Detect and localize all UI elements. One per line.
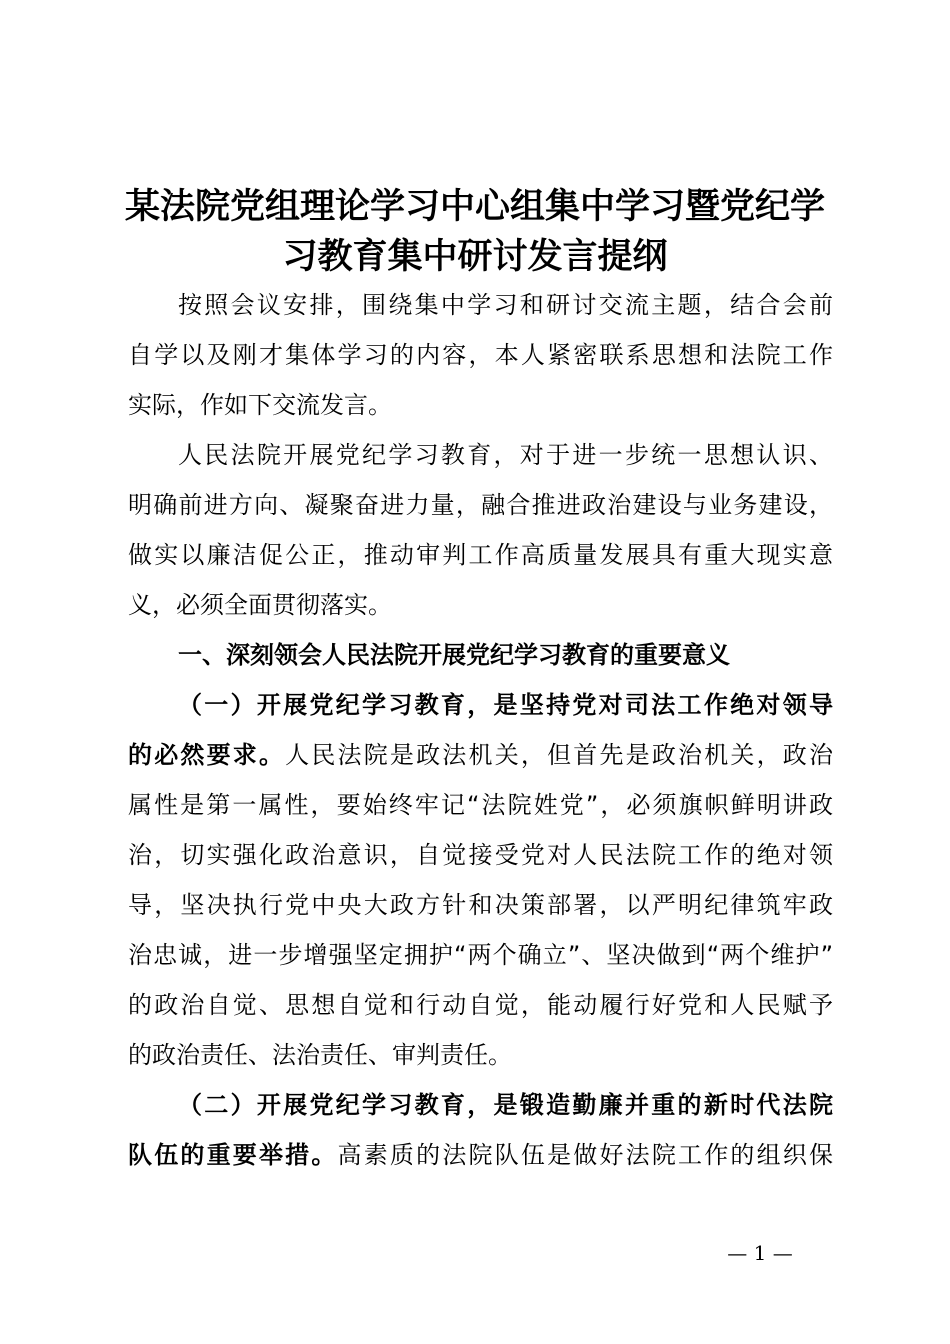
subsection-2-heading: （二）开展党纪学习教育，是锻造勤廉并重的新时代法院 (178, 1091, 833, 1119)
section-heading-1: 一、深刻领会人民法院开展党纪学习教育的重要意义 (178, 641, 730, 669)
subsection-1-line-3: 属性是第一属性，要始终牢记“法院姓党”，必须旗帜鲜明讲政 (128, 791, 833, 819)
subsection-1-heading-end: 的必然要求。 (128, 741, 286, 769)
paragraph-2-line-4: 义，必须全面贯彻落实。 (128, 591, 392, 619)
subsection-2-text-start: 高素质的法院队伍是做好法院工作的组织保 (337, 1141, 834, 1169)
page-number: — 1 — (727, 1241, 793, 1265)
paragraph-2-line-3: 做实以廉洁促公正，推动审判工作高质量发展具有重大现实意 (128, 541, 833, 569)
subsection-1-heading: （一）开展党纪学习教育，是坚持党对司法工作绝对领导 (178, 691, 833, 719)
subsection-1-line-4: 治，切实强化政治意识，自觉接受党对人民法院工作的绝对领 (128, 841, 833, 869)
subsection-1-text-start: 人民法院是政法机关，但首先是政治机关，政治 (285, 741, 834, 769)
paragraph-2-line-2: 明确前进方向、凝聚奋进力量，融合推进政治建设与业务建设， (128, 491, 833, 519)
paragraph-2-line-1: 人民法院开展党纪学习教育，对于进一步统一思想认识、 (178, 441, 833, 469)
paragraph-1-line-2: 自学以及刚才集体学习的内容，本人紧密联系思想和法院工作 (128, 341, 833, 369)
subsection-1-line-7: 的政治自觉、思想自觉和行动自觉，能动履行好党和人民赋予 (128, 991, 833, 1019)
subsection-2-line-2 (128, 1130, 833, 1180)
paragraph-1-line-3: 实际，作如下交流发言。 (128, 391, 392, 419)
paragraph-1-line-1: 按照会议安排，围绕集中学习和研讨交流主题，结合会前 (178, 291, 833, 319)
document-title-line-2: 习教育集中研讨发言提纲 (282, 237, 668, 277)
subsection-2-heading-end: 队伍的重要举措。 (128, 1141, 338, 1169)
document-title-line-1: 某法院党组理论学习中心组集中学习暨党纪学 (124, 187, 825, 227)
subsection-1-line-2 (128, 730, 833, 780)
subsection-1-line-8: 的政治责任、法治责任、审判责任。 (128, 1041, 512, 1069)
subsection-1-line-5: 导，坚决执行党中央大政方针和决策部署，以严明纪律筑牢政 (128, 891, 833, 919)
subsection-1-line-6: 治忠诚，进一步增强坚定拥护“两个确立”、坚决做到“两个维护” (128, 941, 833, 969)
